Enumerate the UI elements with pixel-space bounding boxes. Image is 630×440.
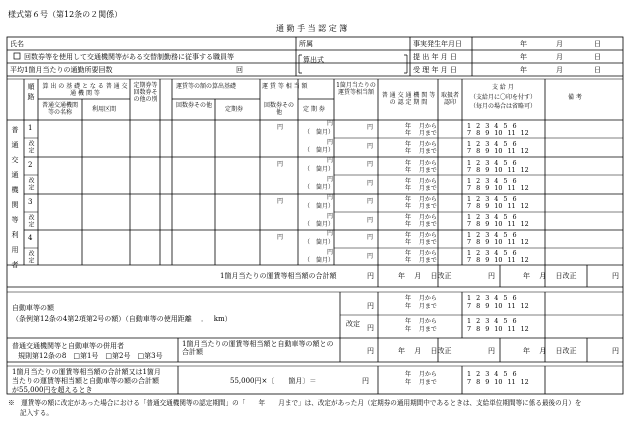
total-yen2: 円 <box>488 272 495 280</box>
excess-from: 年 月から <box>405 371 437 378</box>
route-num-4: 4 <box>28 234 33 242</box>
kaitei-2: 改定 <box>27 177 34 191</box>
car-from-a: 年 月から <box>405 295 437 302</box>
car-months-a-r1: 1 2 3 4 5 6 <box>467 294 517 302</box>
month-paren-2b: （ 箇月） <box>304 184 335 191</box>
combined-yen3: 円 <box>612 347 619 355</box>
months-4b-r2: 7 8 9 10 11 12 <box>467 256 529 264</box>
yen-1a: 円 <box>277 124 284 131</box>
coupon2-header: 回数券その他 <box>263 102 294 116</box>
submit-day: 日 <box>594 53 601 61</box>
combined-label1: 普通交通機関等と自動車等の併用者 <box>12 342 124 350</box>
yen-1c: 円 <box>367 124 374 131</box>
yen-1d: 円 <box>327 139 334 146</box>
car-months-b-r1: 1 2 3 4 5 6 <box>467 317 517 325</box>
months-3b-r2: 7 8 9 10 11 12 <box>467 220 529 228</box>
coupon-header: 回数券その他 <box>176 102 213 109</box>
excess-yen: 円 <box>362 377 369 385</box>
total-date: 年 月 日改正 <box>398 272 452 280</box>
from-4b: 年 月から <box>405 250 437 257</box>
monthly-equiv-header: 1箇月当たりの運賃等相当額 <box>336 82 376 96</box>
kaitei-1: 改定 <box>27 140 34 154</box>
total-label: 1箇月当たりの運賃等相当額の合計額 <box>220 272 337 280</box>
month-paren-1b: （ 箇月） <box>304 147 335 154</box>
transport-name-header: 普通交通機関等の名称 <box>41 102 78 116</box>
yen-3a: 円 <box>277 198 284 205</box>
car-distance: （条例第12条の4第2項第2号の額）（自動車等の使用距離 ． km） <box>12 315 232 323</box>
payment-note1: （支給月に〇印を付す） <box>470 94 537 101</box>
kai-unit: 回 <box>236 66 243 74</box>
yen-2c: 円 <box>367 161 374 168</box>
excess-months-r2: 7 8 9 10 11 12 <box>467 378 529 386</box>
submit-month: 月 <box>556 53 563 61</box>
section-header: 利用区間 <box>92 106 117 113</box>
months-1a-r1: 1 2 3 4 5 6 <box>467 122 517 130</box>
calc-formula-label: 算出式 <box>303 56 324 64</box>
payment-month-header: 支 給 月 <box>492 84 514 91</box>
basis-header: 算 出 の 基 礎 と な る 普 通 交 通 機 関 等 <box>42 83 128 97</box>
from-4a: 年 月から <box>405 232 437 239</box>
submit-date-label: 提 出 年 月 日 <box>413 53 457 61</box>
yen-1e: 円 <box>367 143 374 150</box>
car-label: 自動車等の額 <box>12 304 54 312</box>
month-paren-3a: （ 箇月） <box>304 203 335 210</box>
remarks-header: 備 考 <box>568 94 582 101</box>
car-kaitei: 改定 <box>346 320 360 328</box>
month-paren-4a: （ 箇月） <box>304 239 335 246</box>
yen-4a: 円 <box>277 234 284 241</box>
yen-4b: 円 <box>327 230 334 237</box>
until-1b: 年 月まで <box>405 148 437 155</box>
yen-2e: 円 <box>367 180 374 187</box>
submit-year: 年 <box>520 53 527 61</box>
route-num-1: 1 <box>28 124 33 132</box>
total-date2: 年 月 日改正 <box>523 272 577 280</box>
route-num-2: 2 <box>28 161 33 169</box>
yen-3b: 円 <box>327 194 334 201</box>
fare-equiv-header: 運 賃 等 相 当 額 <box>262 83 308 90</box>
months-2b-r2: 7 8 9 10 11 12 <box>467 184 529 192</box>
fact-date-label: 事実発生年月日 <box>413 40 462 48</box>
combined-yen: 円 <box>367 347 374 355</box>
months-3a-r2: 7 8 9 10 11 12 <box>467 202 529 210</box>
combined-label2: 規則第12条の8 □第1号 □第2号 □第3号 <box>18 352 163 360</box>
car-yen-b: 円 <box>367 324 374 332</box>
payment-note2: （毎月の場合は省略可） <box>470 103 537 110</box>
yen-1b: 円 <box>327 120 334 127</box>
combined-date: 年 月 日改正 <box>398 347 452 355</box>
fact-year: 年 <box>520 40 527 48</box>
checkbox-label: 回数券等を使用して交通機関等がある交替制勤務に従事する職員等 <box>24 53 234 61</box>
doc-title: 通 勤 手 当 認 定 簿 <box>276 24 348 33</box>
fact-day: 日 <box>594 40 601 48</box>
kaitei-3: 改定 <box>27 214 34 228</box>
route-num-3: 3 <box>28 198 33 206</box>
car-until-b: 年 月まで <box>405 326 437 333</box>
month-paren-2a: （ 箇月） <box>304 166 335 173</box>
combined-sum-label: 1箇月当たりの運賃等相当額と自動車等の額との合計額 <box>182 340 334 356</box>
fact-month: 月 <box>556 40 563 48</box>
yen-2d: 円 <box>327 176 334 183</box>
side-label: 普通交通機関等利用者 <box>11 126 19 276</box>
total-yen: 円 <box>367 272 374 280</box>
months-3b-r1: 1 2 3 4 5 6 <box>467 213 517 221</box>
yen-2b: 円 <box>327 157 334 164</box>
months-4b-r1: 1 2 3 4 5 6 <box>467 249 517 257</box>
fare-calc-header: 運賃等の額の算出基礎 <box>176 83 237 90</box>
accept-month: 月 <box>556 66 563 74</box>
car-months-b-r2: 7 8 9 10 11 12 <box>467 325 529 333</box>
until-3a: 年 月まで <box>405 203 437 210</box>
from-2a: 年 月から <box>405 160 437 167</box>
month-paren-1a: （ 箇月） <box>304 129 335 136</box>
from-1a: 年 月から <box>405 123 437 130</box>
excess-until: 年 月まで <box>405 379 437 386</box>
monthly-count-label: 平均1箇月当たりの通勤所要回数 <box>10 66 113 74</box>
yen-2a: 円 <box>277 161 284 168</box>
combined-yen2: 円 <box>488 347 495 355</box>
months-1b-r2: 7 8 9 10 11 12 <box>467 147 529 155</box>
car-from-b: 年 月から <box>405 318 437 325</box>
until-4b: 年 月まで <box>405 257 437 264</box>
from-2b: 年 月から <box>405 178 437 185</box>
route-header: 順路 <box>27 83 35 103</box>
months-2b-r1: 1 2 3 4 5 6 <box>467 177 517 185</box>
yen-3d: 円 <box>327 213 334 220</box>
until-2a: 年 月まで <box>405 167 437 174</box>
form-number: 様式第６号（第12条の２関係） <box>8 10 123 19</box>
total-yen3: 円 <box>612 272 619 280</box>
yen-4e: 円 <box>367 253 374 260</box>
excess-label2: 当たりの運賃等相当額と自動車等の額の合計額 <box>12 377 159 385</box>
commuter-pass2-header: 定 期 券 <box>303 106 325 113</box>
accept-day: 日 <box>594 66 601 74</box>
months-2a-r1: 1 2 3 4 5 6 <box>467 159 517 167</box>
month-paren-4b: （ 箇月） <box>304 257 335 264</box>
teiki-count-header: 定期券等回数券その他の別 <box>133 82 158 103</box>
month-paren-3b: （ 箇月） <box>304 221 335 228</box>
footnote-line1: ※ 運賃等の額に改定があった場合における「普通交通機関等の認定期間」の「 年 月まで」は、改定があった月（定期券の通用期間中であるときは、支給単位期間等に係る最後の月）を <box>8 399 582 407</box>
yen-3e: 円 <box>367 217 374 224</box>
car-yen-a: 円 <box>367 302 374 310</box>
excess-label1: 1箇月当たりの運賃等相当額の合計額又は1箇月 <box>12 368 161 376</box>
affiliation-label: 所属 <box>299 40 313 48</box>
yen-3c: 円 <box>367 198 374 205</box>
yen-4d: 円 <box>327 249 334 256</box>
months-1b-r1: 1 2 3 4 5 6 <box>467 140 517 148</box>
yen-4c: 円 <box>367 234 374 241</box>
months-4a-r2: 7 8 9 10 11 12 <box>467 238 529 246</box>
footnote-line2: 記入する。 <box>20 409 53 417</box>
from-3b: 年 月から <box>405 214 437 221</box>
months-1a-r2: 7 8 9 10 11 12 <box>467 129 529 137</box>
name-label: 氏名 <box>10 40 24 48</box>
until-4a: 年 月まで <box>405 239 437 246</box>
months-3a-r1: 1 2 3 4 5 6 <box>467 195 517 203</box>
until-2b: 年 月まで <box>405 185 437 192</box>
car-until-a: 年 月まで <box>405 303 437 310</box>
period-header: 普 通 交 通 機 関 等 の 認 定 期 間 <box>381 92 436 106</box>
accept-date-label: 受 理 年 月 日 <box>413 66 457 74</box>
combined-date2: 年 月 日改正 <box>523 347 577 355</box>
officer-seal-header: 取扱者認印 <box>440 92 459 106</box>
excess-formula: 55,000円×〔 箇月〕＝ <box>230 377 317 385</box>
accept-year: 年 <box>520 66 527 74</box>
until-1a: 年 月まで <box>405 130 437 137</box>
months-4a-r1: 1 2 3 4 5 6 <box>467 231 517 239</box>
months-2a-r2: 7 8 9 10 11 12 <box>467 166 529 174</box>
excess-label3: が55,000円を超えるとき <box>12 386 93 394</box>
until-3b: 年 月まで <box>405 221 437 228</box>
excess-months-r1: 1 2 3 4 5 6 <box>467 370 517 378</box>
from-3a: 年 月から <box>405 196 437 203</box>
kaitei-4: 改定 <box>27 250 34 264</box>
car-months-a-r2: 7 8 9 10 11 12 <box>467 302 529 310</box>
from-1b: 年 月から <box>405 141 437 148</box>
commuter-pass-header: 定期券 <box>225 106 244 113</box>
